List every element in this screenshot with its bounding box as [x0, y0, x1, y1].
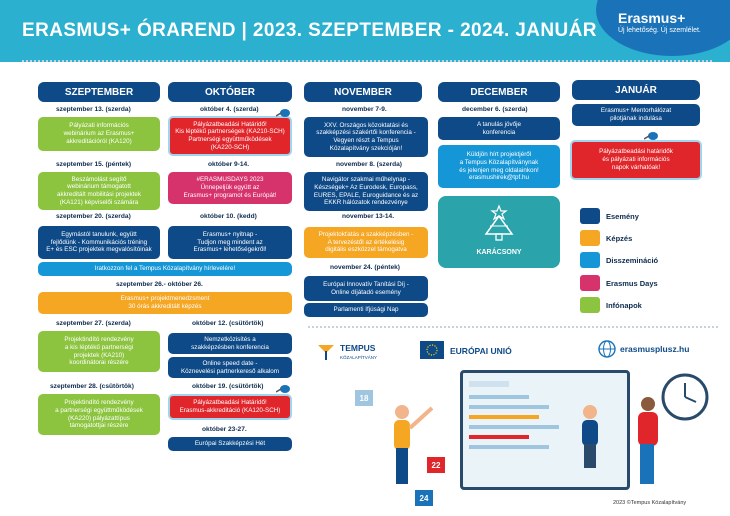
calendar-tile: 24 [415, 490, 433, 506]
event-date: szeptember 13. (szerda) [56, 106, 131, 113]
person-illustration [560, 400, 620, 470]
legend-label-dissemination: Disszemináció [606, 256, 659, 265]
legend-swatch-erasmus-days [580, 275, 600, 291]
event-date: november 8. (szerda) [336, 161, 402, 168]
event-date: október 12. (csütörtök) [192, 320, 264, 327]
event-date: október 4. (szerda) [200, 106, 259, 113]
tempus-logo-subtext: KÖZALAPÍTVÁNY [340, 355, 378, 360]
training-item: Erasmus+ projektmenedzsment 30 órás akkreditált képzés [38, 292, 292, 314]
event-date: szeptember 27. (szerda) [56, 320, 131, 327]
event-date: szeptember 15. (péntek) [56, 161, 132, 168]
calendar-tile: 22 [427, 457, 445, 473]
legend-swatch-infoday [580, 297, 600, 313]
eu-logo-text: EURÓPAI UNIÓ [450, 346, 512, 356]
event-date: október 19. (csütörtök) [192, 383, 264, 390]
deadline-item: Pályázatbeadási határidők és pályázati információs napok várhatóak! [570, 140, 702, 180]
legend-label-erasmus-days: Erasmus Days [606, 279, 658, 288]
christmas-label: KARÁCSONY [476, 249, 522, 256]
erasmus-logo-title: Erasmus+ [618, 10, 686, 26]
column-header-october: OKTÓBER [168, 82, 292, 102]
eu-flag-icon [420, 341, 444, 359]
calendar-tile: 18 [355, 390, 373, 406]
event-infoday: Pályázati információs webinárium az Erasmus+ akkreditációról (KA120) [38, 117, 160, 151]
event-date: december 6. (szerda) [462, 106, 528, 113]
newsletter-banner: Iratkozzon fel a Tempus Közalapítvány hírlevelére! [38, 262, 292, 276]
tempus-logo-text: TEMPUS [340, 343, 376, 353]
christmas-tree-icon [482, 204, 516, 242]
event-date: szeptember 28. (csütörtök) [50, 383, 134, 390]
page-title: ERASMUS+ ÓRAREND | 2023. SZEPTEMBER - 2024. JANUÁR [22, 20, 597, 41]
event-item: XXV. Országos közoktatási és szakképzési szakértői konferencia - Vegyen részt a Tempus Közalapítvány szekcióján! [304, 117, 428, 157]
event-date: szeptember 20. (szerda) [56, 213, 131, 220]
event-item: Erasmus+ Mentorhálózat pilotjának indulása [572, 104, 700, 126]
globe-icon [598, 340, 616, 358]
pushpin-icon [276, 108, 290, 118]
event-item: Navigátor szakmai műhelynap - Készségek+ Az Eurodesk, Europass, EURES, EPALE, Euroguidance és az EKKR hálózatok rendezvénye [304, 172, 428, 211]
header-divider [22, 60, 712, 62]
erasmus-logo-subtitle: Új lehetőség. Új szemlélet. [618, 27, 701, 34]
event-item: Online speed date - Köznevelési partnerkereső alkalom [168, 357, 292, 378]
event-date: november 13-14. [342, 213, 395, 220]
erasmus-days-item: #ERASMUSDAYS 2023 Ünnepeljük együtt az Erasmus+ programot és Európát! [168, 172, 292, 204]
event-date: október 9-14. [208, 161, 250, 168]
event-item: Nemzetközisítés a szakképzésben konferencia [168, 333, 292, 354]
footer-divider [308, 326, 718, 328]
column-header-december: DECEMBER [438, 82, 560, 102]
legend-label-event: Esemény [606, 212, 639, 221]
event-infoday: Beszámolást segítő webinárium támogatott akkreditált mobilitási projektek (KA121) képviselői számára [38, 172, 160, 210]
legend-label-training: Képzés [606, 234, 633, 243]
event-item: A tanulás jövője konferencia [438, 117, 560, 140]
pushpin-icon [644, 131, 658, 141]
event-item: Európai Szakképzési Hét [168, 437, 292, 451]
deadline-item: Pályázatbeadási Határidő! Kis léptékű partnerségek (KA210-SCH) Partnerségi együttműködések (KA220-SCH) [168, 116, 292, 156]
event-date: szeptember 26.- október 26. [116, 281, 203, 288]
column-header-september: SZEPTEMBER [38, 82, 160, 102]
deadline-item: Pályázatbeadási Határidő! Erasmus-akkreditáció (KA120-SCH) [168, 394, 292, 420]
training-item: Projektokťatás a szakképzésben - A tervezéstől az értékelésig digitális eszközzel támogatva [304, 227, 428, 258]
event-date: október 10. (kedd) [200, 213, 257, 220]
event-item: Parlamenti Ifjúsági Nap [304, 303, 428, 317]
copyright-text: 2023 ©Tempus Közalapítvány [613, 500, 687, 506]
dissemination-item: Küldjön hírt projektjéről a Tempus Közalapítványnak és jelenjen meg oldalainkon! erasmushirek@tpf.hu [438, 145, 560, 188]
event-infoday: Projektindító rendezvény a kis léptékű partnerségi projektek (KA210) koordinátorai részére [38, 331, 160, 372]
legend-swatch-training [580, 230, 600, 246]
legend-swatch-event [580, 208, 600, 224]
event-infoday: Projektindító rendezvény a partnerségi együttműködések (KA220) pályázattípus támogatottjai részére [38, 394, 160, 435]
column-header-january: JANUÁR [572, 80, 700, 100]
christmas-card [438, 196, 560, 268]
event-date: november 24. (péntek) [330, 264, 400, 271]
event-item: Egymástól tanulunk, együtt fejlődünk - Kommunikációs tréning E+ és ESC projektek megvalósítóinak [38, 226, 160, 259]
event-date: október 23-27. [202, 426, 247, 433]
person-illustration [372, 398, 452, 498]
tempus-logo-icon [316, 341, 336, 361]
person-illustration [618, 392, 688, 492]
column-header-november: NOVEMBER [304, 82, 422, 102]
legend-swatch-dissemination [580, 252, 600, 268]
pushpin-icon [276, 384, 290, 394]
event-date: november 7-9. [342, 106, 387, 113]
event-item: Erasmus+ nyitnap - Tudjon meg mindent az Erasmus+ lehetőségekről! [168, 226, 292, 259]
website-link[interactable]: erasmusplusz.hu [620, 344, 690, 354]
legend-label-infoday: Infónapok [606, 301, 642, 310]
event-item: Európai Innovatív Tanítási Díj - Online díjátadó esemény [304, 276, 428, 301]
